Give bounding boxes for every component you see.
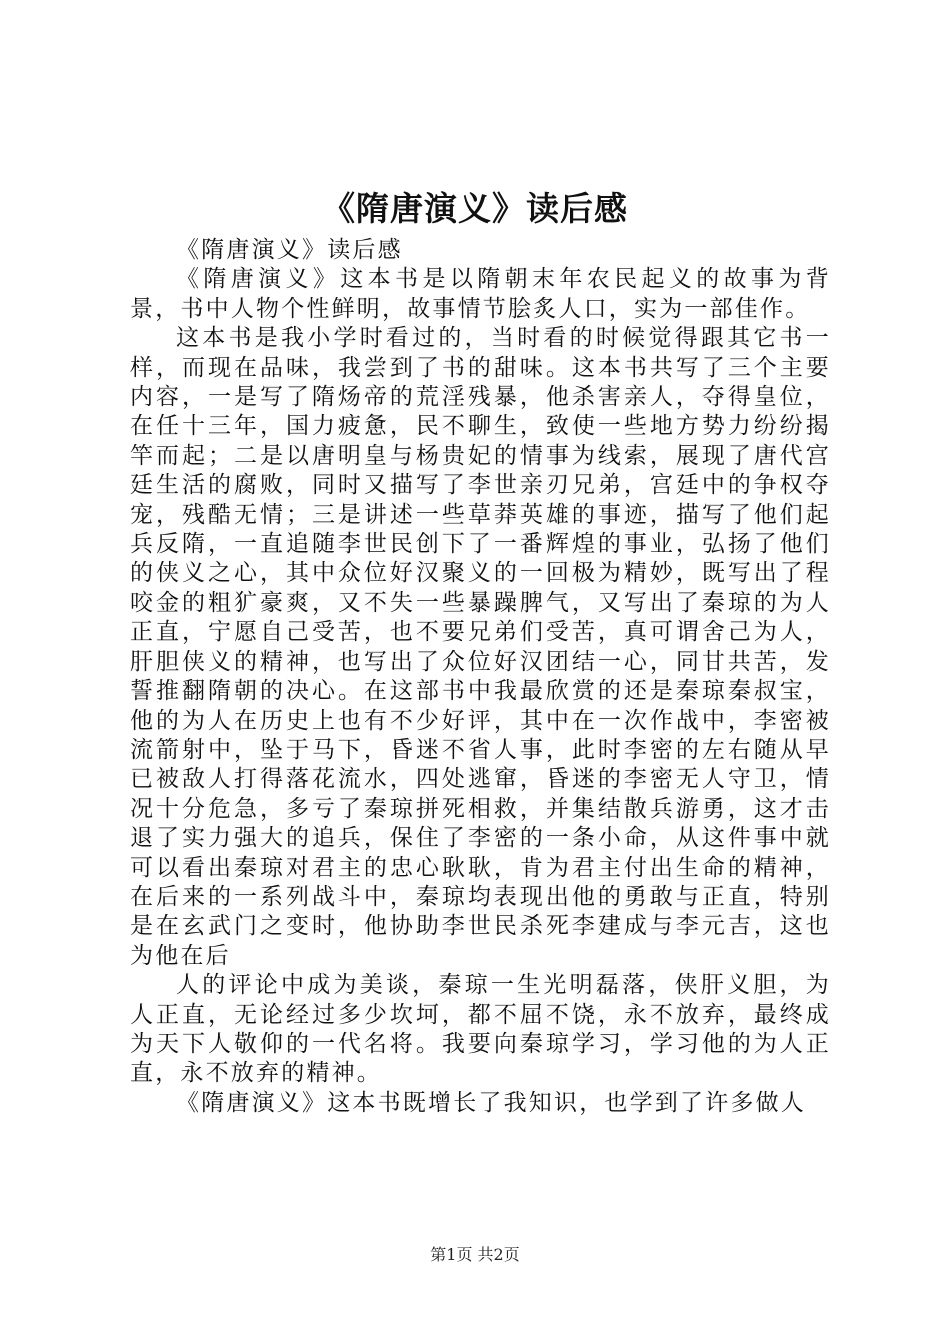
paragraph-closing: 《隋唐演义》这本书既增长了我知识，也学到了许多做人 (176, 1089, 806, 1116)
paragraph-subtitle: 《隋唐演义》读后感 (176, 237, 403, 263)
page-footer (0, 1243, 950, 1267)
paragraph-main: 这本书是我小学时看过的，当时看的时候觉得跟其它书一样，而现在品味，我尝到了书的甜味。这本书共写了三个主要内容，一是写了隋炀帝的荒淫残暴，他杀害亲人，夺得皇位，在任十三年，国力疲惫，民不聊生，致使一些地方势力纷纷揭竿而起；二是以唐明皇与杨贵妃的情事为线索，展现了唐代宫廷生活的腐败，同时又描写了李世亲刃兄弟，宫廷中的争权夺宠，残酷无情；三是讲述一些草莽英雄的事迹，描写了他们起兵反隋，一直追随李世民创下了一番辉煌的事业，弘扬了他们的侠义之心，其中众位好汉聚义的一回极为精妙，既写出了程咬金的粗犷豪爽，又不失一些暴躁脾气，又写出了秦琼的为人正直，宁愿自己受苦，也不要兄弟们受苦，真可谓舍己为人，肝胆侠义的精神，也写出了众位好汉团结一心，同甘共苦，发誓推翻隋朝的决心。在这部书中我最欣赏的还是秦琼秦叔宝，他的为人在历史上也有不少好评，其中在一次作战中，李密被流箭射中，坠于马下，昏迷不省人事，此时李密的左右随从早已被敌人打得落花流水，四处逃窜，昏迷的李密无人守卫，情况十分危急，多亏了秦琼拼死相救，并集结散兵游勇，这才击退了实力强大的追兵，保住了李密的一条小命，从这件事中就可以看出秦琼对君主的忠心耿耿，肯为君主付出生命的精神，在后来的一系列战斗中，秦琼均表现出他的勇敢与正直，特别是在玄武门之变时，他协助李世民杀死李建成与李元吉，这也为他在后 (130, 325, 831, 969)
document-title: 《隋唐演义》读后感 (322, 189, 628, 228)
paragraph-intro: 《隋唐演义》这本书是以隋朝末年农民起义的故事为背景，书中人物个性鲜明，故事情节脍炙人口，实为一部佳作。 (130, 266, 831, 322)
document-body (130, 236, 831, 1118)
paragraph-continuation: 人的评论中成为美谈，秦琼一生光明磊落，侠肝义胆，为人正直，无论经过多少坎坷，都不屈不饶，永不放弃，最终成为天下人敬仰的一代名将。我要向秦琼学习，学习他的为人正直，永不放弃的精神。 (130, 972, 831, 1087)
page-number: 第1页 共2页 (430, 1245, 520, 1264)
